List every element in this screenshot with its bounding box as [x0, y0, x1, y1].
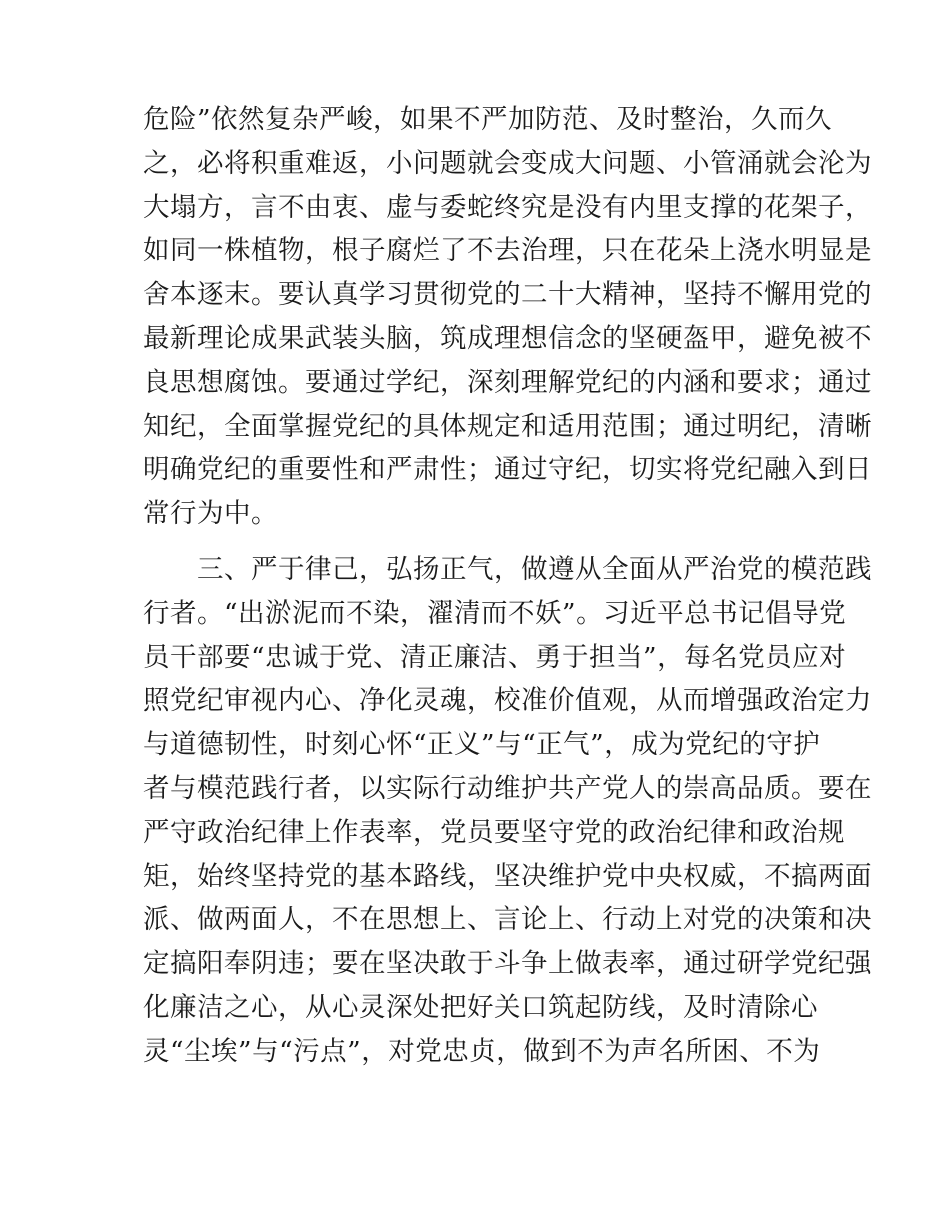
text-line: 员干部要“忠诚于党、清正廉洁、勇于担当”，每名党员应对 — [143, 641, 847, 673]
text-line: 最新理论成果武装头脑，筑成理想信念的坚硬盔甲，避免被不 — [143, 322, 872, 354]
text-line: 定搞阳奉阴违；要在坚决敢于斗争上做表率，通过研学党纪强 — [143, 948, 872, 980]
text-line: 三、严于律己，弘扬正气，做遵从全面从严治党的模范践 — [143, 554, 872, 585]
text-line: 明确党纪的重要性和严肃性；通过守纪，切实将党纪融入到日 — [143, 454, 872, 486]
text-line: 舍本逐末。要认真学习贯彻党的二十大精神，坚持不懈用党的 — [143, 279, 872, 311]
text-line: 之，必将积重难返，小问题就会变成大问题、小管涌就会沦为 — [143, 147, 872, 179]
text-line: 矩，始终坚持党的基本路线，坚决维护党中央权威，不搞两面 — [143, 860, 872, 892]
text-line: 化廉洁之心，从心灵深处把好关口筑起防线，及时清除心 — [143, 991, 818, 1023]
text-line: 严守政治纪律上作表率，党员要坚守党的政治纪律和政治规 — [143, 816, 845, 848]
text-line: 与道德韧性，时刻心怀“正义”与“正气”，成为党纪的守护 — [143, 729, 821, 761]
text-line: 良思想腐蚀。要通过学纪，深刻理解党纪的内涵和要求；通过 — [143, 366, 872, 398]
text-line: 危险”依然复杂严峻，如果不严加防范、及时整治，久而久 — [143, 104, 833, 135]
paragraph-section-three — [143, 548, 872, 1074]
text-line: 如同一株植物，根子腐烂了不去治理，只在花朵上浇水明显是 — [143, 235, 872, 267]
text-line: 派、做两面人，不在思想上、言论上、行动上对党的决策和决 — [143, 904, 872, 936]
text-line: 行者。“出淤泥而不染，濯清而不妖”。习近平总书记倡导党 — [143, 597, 847, 629]
text-line: 照党纪审视内心、净化灵魂，校准价值观，从而增强政治定力 — [143, 685, 872, 717]
text-line: 常行为中。 — [143, 498, 278, 530]
text-line: 大塌方，言不由衷、虚与委蛇终究是没有内里支撑的花架子， — [143, 191, 872, 223]
text-line: 知纪，全面掌握党纪的具体规定和适用范围；通过明纪，清晰 — [143, 410, 872, 442]
text-line: 灵“尘埃”与“污点”，对党忠贞，做到不为声名所困、不为 — [143, 1035, 821, 1067]
paragraph-continuation — [143, 98, 872, 536]
text-line: 者与模范践行者，以实际行动维护共产党人的崇高品质。要在 — [143, 772, 872, 804]
